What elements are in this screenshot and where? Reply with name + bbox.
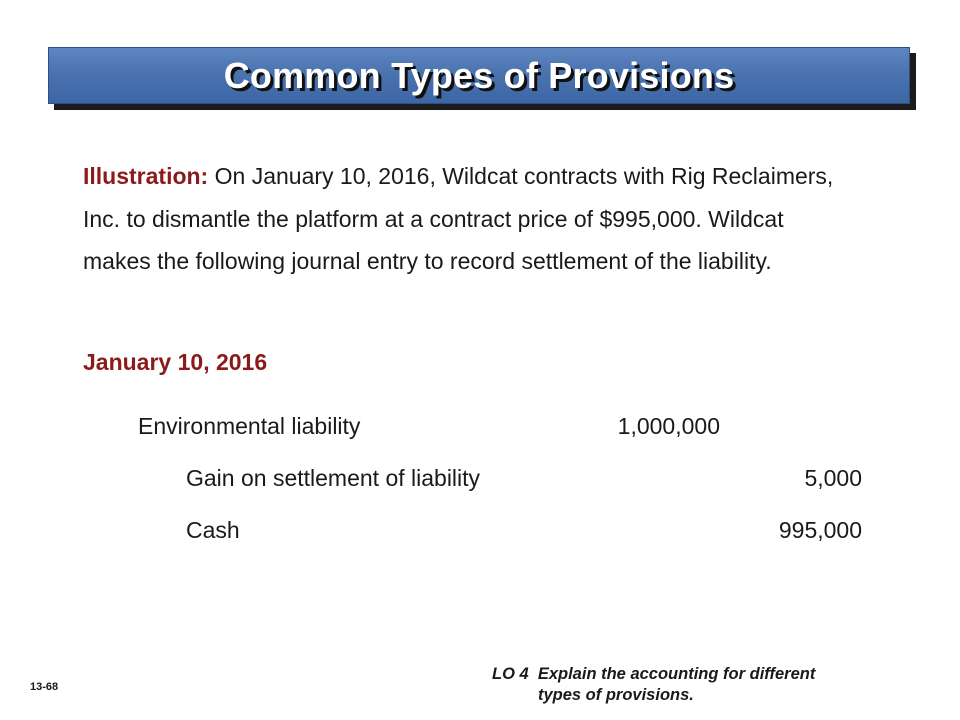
journal-credit-amount: 5,000	[804, 465, 862, 491]
journal-account: Gain on settlement of liability	[186, 465, 481, 491]
illustration-text: On January 10, 2016, Wildcat contracts with Rig Reclaimers, Inc. to dismantle the platform at a contract price of $995,000. Wildcat makes the following journal entry to record settlement of the liability.	[83, 163, 834, 274]
learning-objective	[492, 664, 815, 706]
journal-row-debit	[0, 413, 960, 443]
illustration-paragraph	[83, 155, 843, 283]
journal-row-credit-gain	[0, 465, 960, 495]
journal-account: Cash	[186, 517, 240, 543]
journal-credit-amount: 995,000	[778, 517, 862, 543]
learning-objective-line1: LO 4 Explain the accounting for different	[492, 665, 816, 683]
illustration-label: Illustration:	[83, 163, 209, 189]
journal-row-credit-cash	[0, 517, 960, 547]
journal-debit-amount: 1,000,000	[617, 413, 720, 439]
entry-date-heading: January 10, 2016	[83, 349, 268, 375]
journal-account: Environmental liability	[138, 413, 361, 439]
learning-objective-line2: types of provisions.	[538, 686, 694, 704]
title-bar	[48, 47, 910, 104]
slide-title: Common Types of Provisions	[223, 54, 735, 96]
page-number: 13-68	[30, 681, 59, 693]
